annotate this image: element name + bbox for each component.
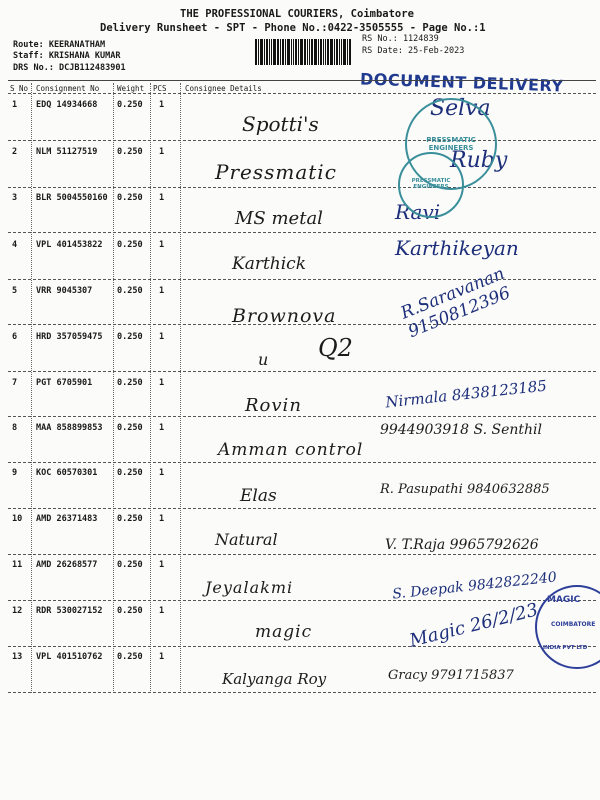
row-consignment: BLR 5004550160 — [36, 193, 108, 203]
row-weight: 0.250 — [117, 560, 143, 570]
row-consignment: NLM 51127519 — [36, 147, 98, 157]
stamp-city: COIMBATORE — [551, 621, 596, 628]
col-divider — [180, 83, 181, 693]
row-consignee: MS metal — [235, 208, 323, 229]
rs-number: RS No.: 1124839 — [362, 34, 439, 44]
row-receipt-signature: 9944903918 S. Senthil — [380, 422, 543, 438]
col-divider — [31, 83, 32, 693]
row-pcs: 1 — [159, 606, 165, 616]
row-consignee: Spotti's — [242, 112, 319, 136]
row-pcs: 1 — [159, 652, 165, 662]
row-sno: 8 — [12, 423, 18, 433]
row-sno: 1 — [12, 100, 18, 110]
row-receipt-signature: R.Saravanan 9150812396 — [398, 263, 514, 343]
row-sno: 13 — [12, 652, 23, 662]
col-header-consignment: Consignment No — [36, 84, 100, 93]
row-rule — [8, 462, 596, 463]
row-weight: 0.250 — [117, 378, 143, 388]
col-header-pcs: PCS — [153, 84, 167, 93]
row-weight: 0.250 — [117, 332, 143, 342]
company-round-stamp — [398, 152, 464, 218]
row-weight: 0.250 — [117, 468, 143, 478]
barcode — [255, 39, 355, 65]
row-weight: 0.250 — [117, 514, 143, 524]
row-sno: 11 — [12, 560, 23, 570]
row-consignment: EDQ 14934668 — [36, 100, 98, 110]
row-receipt-signature: V. T.Raja 9965792626 — [385, 537, 539, 553]
row-weight: 0.250 — [117, 193, 143, 203]
row-rule — [8, 692, 596, 693]
row-consignment: KOC 60570301 — [36, 468, 98, 478]
row-receipt-signature: Ruby — [450, 148, 508, 173]
row-receipt-signature: Karthikeyan — [395, 236, 519, 260]
table-header-rule — [8, 93, 596, 94]
row-consignee: Kalyanga Roy — [222, 670, 327, 688]
row-weight: 0.250 — [117, 286, 143, 296]
row-weight: 0.250 — [117, 652, 143, 662]
row-receipt-signature: Magic 26/2/23 — [407, 599, 541, 652]
row-rule — [8, 600, 596, 601]
row-rule — [8, 554, 596, 555]
row-consignee: Elas — [240, 486, 277, 506]
row-receipt-signature: S. Deepak 9842822240 — [391, 569, 558, 603]
drs-label: DRS No.: DCJB112483901 — [13, 63, 126, 73]
row-sno: 5 — [12, 286, 18, 296]
row-pcs: 1 — [159, 193, 165, 203]
row-consignment: AMD 26268577 — [36, 560, 98, 570]
runsheet-subtitle: Delivery Runsheet - SPT - Phone No.:0422-3505555 - Page No.:1 — [100, 22, 486, 34]
row-consignee: Natural — [215, 530, 278, 549]
row-sno: 7 — [12, 378, 18, 388]
row-weight: 0.250 — [117, 423, 143, 433]
stamp-text: PRESSMATIC ENGINEERS — [426, 136, 476, 152]
row-consignee: Jeyalakmi — [205, 578, 294, 597]
row-pcs: 1 — [159, 147, 165, 157]
row-rule — [8, 187, 596, 188]
row-consignment: VPL 401510762 — [36, 652, 103, 662]
rs-date: RS Date: 25-Feb-2023 — [362, 46, 465, 56]
row-consignment: HRD 357059475 — [36, 332, 103, 342]
document-delivery-stamp: DOCUMENT DELIVERY — [359, 69, 564, 96]
col-header-consignee: Consignee Details — [185, 84, 262, 93]
row-receipt-signature: R. Pasupathi 9840632885 — [380, 482, 550, 497]
col-divider — [150, 83, 151, 693]
row-sno: 9 — [12, 468, 18, 478]
row6-mark: u — [258, 350, 269, 369]
row-consignee: Brownova — [232, 305, 337, 327]
row6-q2-note: Q2 — [318, 334, 353, 362]
staff-label: Staff: KRISHANA KUMAR — [13, 51, 121, 61]
row-rule — [8, 232, 596, 233]
row-pcs: 1 — [159, 423, 165, 433]
row-sno: 2 — [12, 147, 18, 157]
row-consignee: Karthick — [232, 254, 307, 274]
row-pcs: 1 — [159, 100, 165, 110]
row-consignment: AMD 26371483 — [36, 514, 98, 524]
row-rule — [8, 646, 596, 647]
col-header-sno: S No — [10, 84, 29, 93]
row-consignment: VRR 9045307 — [36, 286, 93, 296]
row-consignee: Rovin — [245, 395, 302, 416]
row-rule — [8, 140, 596, 141]
company-title: THE PROFESSIONAL COURIERS, Coimbatore — [180, 8, 414, 20]
row-weight: 0.250 — [117, 147, 143, 157]
row-sno: 4 — [12, 240, 18, 250]
row-pcs: 1 — [159, 378, 165, 388]
row-pcs: 1 — [159, 240, 165, 250]
row-receipt-signature: Gracy 9791715837 — [388, 668, 514, 683]
row-consignee: Amman control — [218, 440, 364, 460]
row-consignment: PGT 6705901 — [36, 378, 93, 388]
row-pcs: 1 — [159, 560, 165, 570]
col-header-weight: Weight — [117, 84, 145, 93]
row-receipt-signature: Nirmala 8438123185 — [384, 376, 548, 412]
route-label: Route: KEERANATHAM — [13, 40, 106, 50]
row-receipt-signature: Selva — [430, 96, 491, 121]
row-pcs: 1 — [159, 332, 165, 342]
row-pcs: 1 — [159, 286, 165, 296]
stamp-magic: MAGIC — [547, 595, 581, 605]
row-sno: 3 — [12, 193, 18, 203]
magic-round-stamp — [535, 585, 600, 669]
row-rule — [8, 508, 596, 509]
row-weight: 0.250 — [117, 100, 143, 110]
row-consignee: magic — [255, 622, 313, 642]
row-weight: 0.250 — [117, 606, 143, 616]
row-weight: 0.250 — [117, 240, 143, 250]
row-sno: 10 — [12, 514, 23, 524]
row-pcs: 1 — [159, 468, 165, 478]
row-rule — [8, 416, 596, 417]
row-pcs: 1 — [159, 514, 165, 524]
row-receipt-signature: Ravi — [395, 200, 441, 224]
row-consignment: RDR 530027152 — [36, 606, 103, 616]
col-divider — [113, 83, 114, 693]
row-sno: 6 — [12, 332, 18, 342]
row-consignee: Pressmatic — [215, 160, 337, 184]
stamp-suffix: INDIA PVT LTD — [543, 645, 588, 651]
row-rule — [8, 371, 596, 372]
row-consignment: VPL 401453822 — [36, 240, 103, 250]
table-top-rule — [8, 80, 596, 81]
row-sno: 12 — [12, 606, 23, 616]
row-consignment: MAA 858899853 — [36, 423, 103, 433]
stamp-text: PRESSMATIC ENGINEERS — [411, 178, 451, 190]
